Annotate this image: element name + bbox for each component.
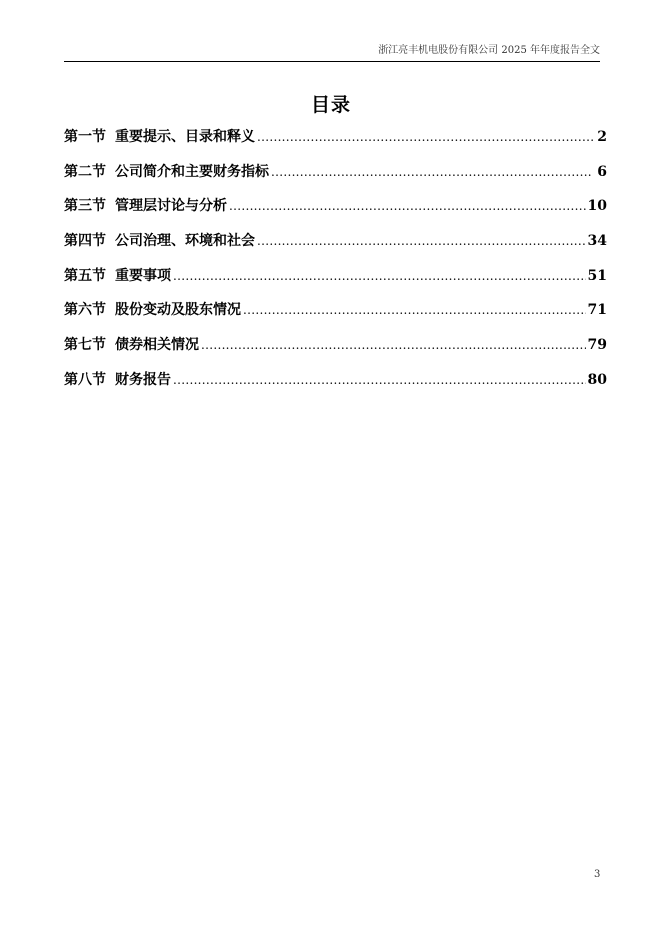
toc-entry-name: 公司简介和主要财务指标	[115, 163, 269, 180]
toc-entry[interactable]	[64, 336, 607, 371]
page-number: 3	[594, 869, 601, 880]
toc-entry-section: 第二节	[64, 163, 106, 180]
toc-entry-page: 80	[587, 371, 607, 388]
toc-dot-leader	[257, 232, 586, 250]
toc-entry-page: 34	[587, 233, 607, 250]
toc-entry-section: 第五节	[64, 267, 106, 284]
toc-title: 目录	[310, 94, 351, 116]
toc-entry-page: 2	[597, 129, 607, 145]
toc-entry-section: 第八节	[64, 371, 106, 388]
header-title: 浙江亮丰机电股份有限公司 2025 年年度报告全文	[378, 45, 600, 56]
toc-entry-section: 第四节	[64, 233, 106, 250]
toc-entry[interactable]	[64, 232, 607, 267]
toc-dot-leader	[201, 336, 586, 354]
page-header	[64, 44, 600, 62]
toc-dot-leader	[257, 128, 593, 146]
toc-entry-page: 79	[587, 337, 607, 354]
toc-entry-page: 51	[587, 267, 607, 284]
toc-entry[interactable]	[64, 301, 607, 336]
toc-entry-name: 管理层讨论与分析	[115, 198, 227, 215]
toc-entry-section: 第七节	[64, 337, 106, 354]
toc-entry-name: 财务报告	[115, 371, 171, 388]
toc-dot-leader	[173, 371, 586, 389]
toc-entry-section: 第一节	[64, 129, 106, 145]
toc-entry-name: 重要提示、目录和释义	[115, 129, 255, 145]
toc-entry-page: 10	[587, 198, 607, 215]
toc-dot-leader	[243, 301, 586, 319]
toc-list	[64, 128, 607, 406]
toc-entry[interactable]	[64, 371, 607, 406]
toc-entry-name: 公司治理、环境和社会	[115, 233, 255, 250]
toc-entry-page: 71	[587, 302, 607, 319]
toc-entry-page: 6	[597, 163, 607, 180]
toc-entry[interactable]	[64, 163, 607, 198]
toc-entry[interactable]	[64, 267, 607, 302]
toc-entry-name: 重要事项	[115, 267, 171, 284]
toc-dot-leader	[173, 267, 586, 285]
toc-dot-leader	[271, 163, 593, 181]
toc-dot-leader	[229, 197, 586, 215]
toc-entry-section: 第六节	[64, 302, 106, 319]
toc-entry-name: 股份变动及股东情况	[115, 302, 241, 319]
toc-entry[interactable]	[64, 197, 607, 232]
toc-entry-section: 第三节	[64, 198, 106, 215]
toc-entry-name: 债券相关情况	[115, 337, 199, 354]
toc-entry[interactable]	[64, 128, 607, 163]
